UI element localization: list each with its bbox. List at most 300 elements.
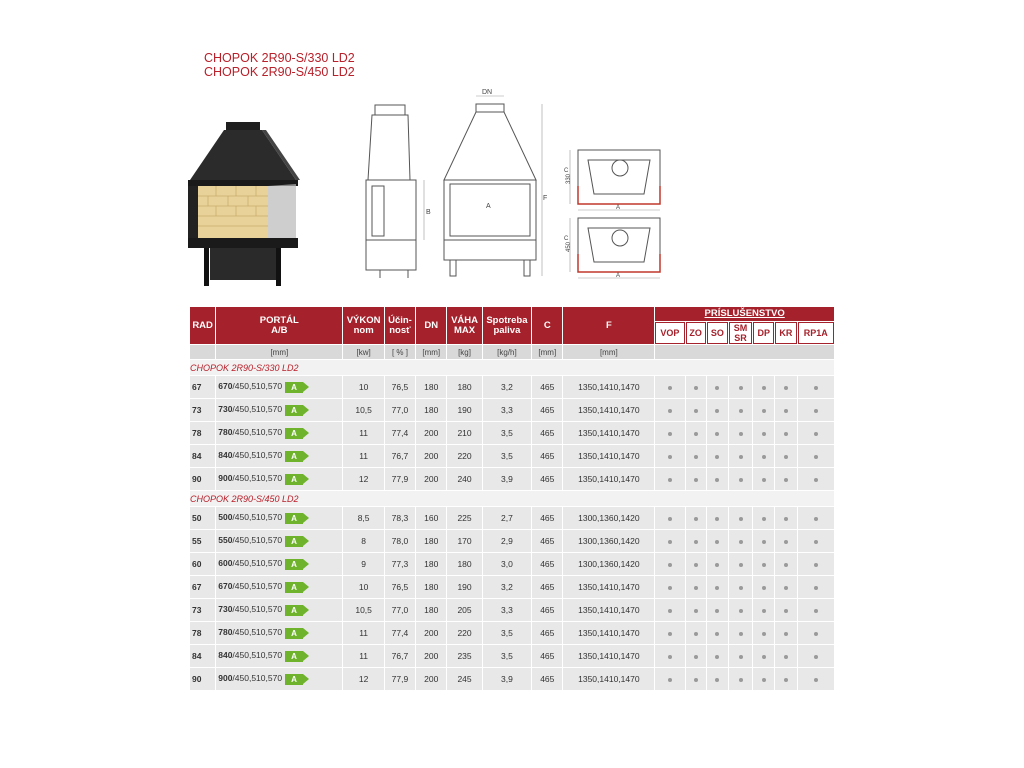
- cell-accessory-6: [798, 422, 834, 444]
- availability-dot-icon: [739, 586, 743, 590]
- portal-b: /450,510,570: [232, 650, 283, 661]
- table-row: [190, 576, 834, 598]
- cell-accessory-0: [655, 445, 684, 467]
- unit-rad: [190, 345, 215, 359]
- cell-c: 465: [532, 468, 562, 490]
- portal-b: /450,510,570: [232, 427, 283, 438]
- cell-accessory-0: [655, 376, 684, 398]
- cell-accessory-6: [798, 622, 834, 644]
- cell-vykon: 10: [343, 376, 383, 398]
- cell-portal: [216, 468, 342, 490]
- availability-dot-icon: [814, 678, 818, 682]
- availability-dot-icon: [668, 655, 672, 659]
- cell-f: 1350,1410,1470: [563, 399, 654, 421]
- energy-class-label: A: [285, 405, 303, 416]
- cell-ucin: 76,5: [385, 376, 415, 398]
- portal-a: 840: [218, 650, 233, 661]
- availability-dot-icon: [694, 455, 698, 459]
- cell-vaha: 245: [447, 668, 481, 690]
- energy-arrow-icon: [303, 628, 309, 638]
- cell-dn: 180: [416, 399, 446, 421]
- unit-spotreba: [kg/h]: [483, 345, 531, 359]
- availability-dot-icon: [668, 586, 672, 590]
- cell-ucin: 77,4: [385, 622, 415, 644]
- cell-accessory-4: [753, 468, 774, 490]
- availability-dot-icon: [694, 678, 698, 682]
- unit-portal: [mm]: [216, 345, 342, 359]
- cell-accessory-3: [729, 668, 752, 690]
- energy-class-badge: [285, 582, 309, 593]
- availability-dot-icon: [814, 609, 818, 613]
- cell-accessory-1: [686, 530, 706, 552]
- energy-class-badge: [285, 674, 309, 685]
- units-row: [190, 345, 834, 359]
- availability-dot-icon: [668, 386, 672, 390]
- cell-ucin: 76,7: [385, 445, 415, 467]
- cell-accessory-6: [798, 507, 834, 529]
- cell-accessory-5: [775, 668, 796, 690]
- cell-accessory-5: [775, 530, 796, 552]
- cell-dn: 200: [416, 422, 446, 444]
- cell-vykon: 11: [343, 645, 383, 667]
- cell-accessory-2: [707, 622, 728, 644]
- cell-portal: [216, 507, 342, 529]
- availability-dot-icon: [694, 586, 698, 590]
- cell-ucin: 77,9: [385, 668, 415, 690]
- cell-vaha: 180: [447, 376, 481, 398]
- top-view-drawings: [556, 146, 671, 286]
- cell-rad: 78: [190, 622, 215, 644]
- cell-vaha: 225: [447, 507, 481, 529]
- cell-f: 1300,1360,1420: [563, 530, 654, 552]
- cell-vykon: 8,5: [343, 507, 383, 529]
- cell-accessory-0: [655, 422, 684, 444]
- accessory-header-4: DP: [753, 322, 774, 344]
- energy-class-badge: [285, 405, 309, 416]
- cell-spotreba: 3,5: [483, 422, 531, 444]
- cell-accessory-0: [655, 507, 684, 529]
- energy-arrow-icon: [303, 474, 309, 484]
- availability-dot-icon: [814, 478, 818, 482]
- energy-arrow-icon: [303, 582, 309, 592]
- availability-dot-icon: [715, 517, 719, 521]
- cell-accessory-5: [775, 468, 796, 490]
- header-spotreba-line2: paliva: [493, 324, 521, 336]
- availability-dot-icon: [739, 409, 743, 413]
- availability-dot-icon: [694, 409, 698, 413]
- cell-portal: [216, 376, 342, 398]
- energy-class-label: A: [285, 605, 303, 616]
- portal-b: /450,510,570: [232, 581, 283, 592]
- table-row: [190, 622, 834, 644]
- cell-rad: 67: [190, 376, 215, 398]
- availability-dot-icon: [739, 540, 743, 544]
- cell-accessory-5: [775, 507, 796, 529]
- availability-dot-icon: [668, 678, 672, 682]
- energy-class-badge: [285, 536, 309, 547]
- energy-class-badge: [285, 382, 309, 393]
- availability-dot-icon: [784, 609, 788, 613]
- energy-arrow-icon: [303, 382, 309, 392]
- cell-accessory-5: [775, 599, 796, 621]
- cell-accessory-2: [707, 422, 728, 444]
- cell-rad: 50: [190, 507, 215, 529]
- table-row: [190, 553, 834, 575]
- cell-spotreba: 3,3: [483, 599, 531, 621]
- header-ucinnost: [385, 307, 415, 344]
- cell-accessory-1: [686, 668, 706, 690]
- unit-accessories: [655, 345, 834, 359]
- cell-spotreba: 3,3: [483, 399, 531, 421]
- availability-dot-icon: [762, 678, 766, 682]
- header-c: C: [532, 307, 562, 344]
- cell-rad: 78: [190, 422, 215, 444]
- cell-accessory-0: [655, 553, 684, 575]
- cell-f: 1300,1360,1420: [563, 507, 654, 529]
- cell-accessory-5: [775, 553, 796, 575]
- energy-arrow-icon: [303, 651, 309, 661]
- availability-dot-icon: [784, 655, 788, 659]
- cell-rad: 73: [190, 399, 215, 421]
- availability-dot-icon: [762, 655, 766, 659]
- portal-a: 780: [218, 627, 233, 638]
- dim-label-c-bottom: C: [564, 236, 569, 242]
- cell-accessory-0: [655, 668, 684, 690]
- availability-dot-icon: [814, 563, 818, 567]
- availability-dot-icon: [715, 563, 719, 567]
- cell-c: 465: [532, 645, 562, 667]
- energy-class-badge: [285, 428, 309, 439]
- availability-dot-icon: [715, 609, 719, 613]
- cell-dn: 200: [416, 468, 446, 490]
- cell-portal: [216, 553, 342, 575]
- cell-c: 465: [532, 553, 562, 575]
- energy-arrow-icon: [303, 674, 309, 684]
- cell-vaha: 190: [447, 399, 481, 421]
- header-spotreba: [483, 307, 531, 344]
- unit-f: [mm]: [563, 345, 654, 359]
- energy-class-badge: [285, 474, 309, 485]
- cell-c: 465: [532, 399, 562, 421]
- cell-dn: 200: [416, 668, 446, 690]
- cell-vaha: 240: [447, 468, 481, 490]
- availability-dot-icon: [784, 540, 788, 544]
- availability-dot-icon: [739, 655, 743, 659]
- cell-accessory-1: [686, 645, 706, 667]
- availability-dot-icon: [762, 540, 766, 544]
- portal-a: 670: [218, 381, 233, 392]
- energy-class-label: A: [285, 382, 303, 393]
- availability-dot-icon: [668, 455, 672, 459]
- availability-dot-icon: [784, 409, 788, 413]
- cell-accessory-3: [729, 530, 752, 552]
- energy-class-label: A: [285, 513, 303, 524]
- cell-dn: 180: [416, 576, 446, 598]
- cell-dn: 180: [416, 530, 446, 552]
- cell-c: 465: [532, 599, 562, 621]
- energy-class-label: A: [285, 536, 303, 547]
- front-view-drawing: [436, 84, 551, 289]
- cell-accessory-2: [707, 645, 728, 667]
- availability-dot-icon: [762, 386, 766, 390]
- availability-dot-icon: [739, 563, 743, 567]
- header-prislusenstvo-label: PRÍSLUŠENSTVO: [704, 308, 785, 319]
- cell-accessory-2: [707, 376, 728, 398]
- cell-c: 465: [532, 422, 562, 444]
- table-row: [190, 507, 834, 529]
- availability-dot-icon: [668, 540, 672, 544]
- cell-ucin: 76,5: [385, 576, 415, 598]
- cell-accessory-6: [798, 445, 834, 467]
- cell-vykon: 12: [343, 468, 383, 490]
- cell-accessory-3: [729, 422, 752, 444]
- availability-dot-icon: [668, 409, 672, 413]
- cell-portal: [216, 399, 342, 421]
- cell-vykon: 12: [343, 668, 383, 690]
- unit-dn: [mm]: [416, 345, 446, 359]
- table-row: [190, 599, 834, 621]
- energy-arrow-icon: [303, 536, 309, 546]
- header-rad: RAD: [190, 307, 215, 344]
- cell-portal: [216, 445, 342, 467]
- cell-rad: 84: [190, 645, 215, 667]
- availability-dot-icon: [784, 563, 788, 567]
- cell-dn: 160: [416, 507, 446, 529]
- dim-label-a-bottom: A: [616, 273, 621, 279]
- cell-accessory-5: [775, 576, 796, 598]
- availability-dot-icon: [694, 517, 698, 521]
- unit-vaha: [kg]: [447, 345, 481, 359]
- cell-portal: [216, 622, 342, 644]
- cell-dn: 180: [416, 553, 446, 575]
- cell-accessory-1: [686, 422, 706, 444]
- cell-accessory-3: [729, 576, 752, 598]
- portal-b: /450,510,570: [232, 404, 283, 415]
- availability-dot-icon: [784, 517, 788, 521]
- availability-dot-icon: [762, 432, 766, 436]
- portal-a: 730: [218, 404, 233, 415]
- availability-dot-icon: [784, 478, 788, 482]
- cell-accessory-6: [798, 645, 834, 667]
- product-titles: [204, 51, 355, 79]
- availability-dot-icon: [814, 655, 818, 659]
- cell-vykon: 10: [343, 576, 383, 598]
- header-vaha: [447, 307, 481, 344]
- energy-class-badge: [285, 559, 309, 570]
- cell-c: 465: [532, 445, 562, 467]
- header-portal: [216, 307, 342, 344]
- series-name: CHOPOK 2R90-S/450 LD2: [190, 491, 834, 506]
- header-ucin-line2: nosť: [389, 324, 411, 336]
- availability-dot-icon: [784, 632, 788, 636]
- cell-spotreba: 3,5: [483, 622, 531, 644]
- cell-c: 465: [532, 376, 562, 398]
- cell-accessory-4: [753, 445, 774, 467]
- cell-accessory-2: [707, 553, 728, 575]
- cell-accessory-3: [729, 622, 752, 644]
- cell-accessory-4: [753, 376, 774, 398]
- cell-rad: 73: [190, 599, 215, 621]
- title-450: CHOPOK 2R90-S/450 LD2: [204, 65, 355, 79]
- side-view-drawing: [360, 100, 435, 290]
- availability-dot-icon: [739, 432, 743, 436]
- cell-accessory-4: [753, 399, 774, 421]
- availability-dot-icon: [739, 517, 743, 521]
- availability-dot-icon: [762, 517, 766, 521]
- cell-rad: 84: [190, 445, 215, 467]
- availability-dot-icon: [814, 386, 818, 390]
- cell-dn: 180: [416, 599, 446, 621]
- portal-b: /450,510,570: [232, 381, 283, 392]
- cell-accessory-2: [707, 399, 728, 421]
- availability-dot-icon: [694, 478, 698, 482]
- cell-accessory-1: [686, 553, 706, 575]
- cell-accessory-0: [655, 599, 684, 621]
- availability-dot-icon: [739, 609, 743, 613]
- cell-accessory-2: [707, 507, 728, 529]
- cell-accessory-2: [707, 445, 728, 467]
- cell-accessory-6: [798, 576, 834, 598]
- portal-b: /450,510,570: [232, 473, 283, 484]
- energy-class-label: A: [285, 451, 303, 462]
- table-row: [190, 645, 834, 667]
- cell-c: 465: [532, 507, 562, 529]
- cell-f: 1350,1410,1470: [563, 668, 654, 690]
- availability-dot-icon: [739, 632, 743, 636]
- cell-vaha: 170: [447, 530, 481, 552]
- cell-accessory-0: [655, 576, 684, 598]
- cell-vykon: 11: [343, 445, 383, 467]
- cell-f: 1350,1410,1470: [563, 376, 654, 398]
- cell-accessory-4: [753, 553, 774, 575]
- header-dn: DN: [416, 307, 446, 344]
- cell-portal: [216, 599, 342, 621]
- cell-accessory-6: [798, 530, 834, 552]
- cell-c: 465: [532, 530, 562, 552]
- cell-accessory-2: [707, 599, 728, 621]
- table-row: [190, 422, 834, 444]
- cell-accessory-3: [729, 507, 752, 529]
- energy-class-label: A: [285, 559, 303, 570]
- availability-dot-icon: [694, 540, 698, 544]
- portal-a: 600: [218, 558, 233, 569]
- cell-spotreba: 3,5: [483, 645, 531, 667]
- cell-dn: 200: [416, 645, 446, 667]
- cell-accessory-0: [655, 399, 684, 421]
- cell-accessory-6: [798, 553, 834, 575]
- cell-vaha: 220: [447, 622, 481, 644]
- table-row: [190, 399, 834, 421]
- cell-accessory-3: [729, 468, 752, 490]
- cell-ucin: 77,9: [385, 468, 415, 490]
- portal-b: /450,510,570: [232, 558, 283, 569]
- accessory-header-0: VOP: [655, 322, 684, 344]
- energy-class-label: A: [285, 428, 303, 439]
- cell-accessory-4: [753, 599, 774, 621]
- availability-dot-icon: [715, 432, 719, 436]
- dim-label-b: B: [426, 209, 431, 216]
- cell-accessory-6: [798, 399, 834, 421]
- energy-class-badge: [285, 651, 309, 662]
- cell-accessory-5: [775, 645, 796, 667]
- availability-dot-icon: [668, 517, 672, 521]
- availability-dot-icon: [814, 632, 818, 636]
- cell-accessory-4: [753, 668, 774, 690]
- header-vaha-line2: MAX: [453, 324, 476, 336]
- cell-accessory-5: [775, 422, 796, 444]
- header-portal-line1: PORTÁL: [259, 314, 299, 326]
- availability-dot-icon: [668, 478, 672, 482]
- table-row: [190, 668, 834, 690]
- availability-dot-icon: [814, 432, 818, 436]
- cell-accessory-4: [753, 530, 774, 552]
- dim-label-450: 450: [566, 241, 572, 252]
- table-row: [190, 468, 834, 490]
- cell-accessory-6: [798, 668, 834, 690]
- portal-b: /450,510,570: [232, 627, 283, 638]
- cell-accessory-6: [798, 468, 834, 490]
- availability-dot-icon: [694, 655, 698, 659]
- cell-f: 1350,1410,1470: [563, 445, 654, 467]
- cell-f: 1350,1410,1470: [563, 576, 654, 598]
- portal-a: 900: [218, 473, 233, 484]
- cell-accessory-2: [707, 468, 728, 490]
- cell-accessory-1: [686, 622, 706, 644]
- availability-dot-icon: [715, 386, 719, 390]
- availability-dot-icon: [784, 386, 788, 390]
- availability-dot-icon: [715, 655, 719, 659]
- energy-arrow-icon: [303, 428, 309, 438]
- cell-accessory-5: [775, 445, 796, 467]
- energy-class-label: A: [285, 651, 303, 662]
- cell-accessory-5: [775, 622, 796, 644]
- accessory-header-5: KR: [775, 322, 796, 344]
- cell-portal: [216, 576, 342, 598]
- availability-dot-icon: [814, 540, 818, 544]
- cell-ucin: 78,0: [385, 530, 415, 552]
- energy-class-badge: [285, 605, 309, 616]
- cell-portal: [216, 422, 342, 444]
- availability-dot-icon: [739, 455, 743, 459]
- cell-accessory-1: [686, 445, 706, 467]
- portal-a: 730: [218, 604, 233, 615]
- cell-accessory-3: [729, 445, 752, 467]
- cell-spotreba: 3,2: [483, 576, 531, 598]
- cell-ucin: 77,0: [385, 399, 415, 421]
- cell-vykon: 8: [343, 530, 383, 552]
- table-row: [190, 530, 834, 552]
- cell-spotreba: 3,9: [483, 468, 531, 490]
- unit-vykon: [kw]: [343, 345, 383, 359]
- cell-c: 465: [532, 622, 562, 644]
- header-f: F: [563, 307, 654, 344]
- fireplace-photo: [186, 118, 301, 288]
- cell-rad: 55: [190, 530, 215, 552]
- cell-accessory-2: [707, 668, 728, 690]
- portal-b: /450,510,570: [232, 450, 283, 461]
- header-vykon-line1: VÝKON: [346, 314, 381, 326]
- energy-class-label: A: [285, 628, 303, 639]
- availability-dot-icon: [762, 609, 766, 613]
- cell-accessory-5: [775, 399, 796, 421]
- availability-dot-icon: [668, 563, 672, 567]
- cell-accessory-3: [729, 599, 752, 621]
- title-330: CHOPOK 2R90-S/330 LD2: [204, 51, 355, 65]
- energy-class-badge: [285, 628, 309, 639]
- accessory-header-3: SM SR: [729, 322, 752, 344]
- availability-dot-icon: [814, 409, 818, 413]
- cell-spotreba: 3,2: [483, 376, 531, 398]
